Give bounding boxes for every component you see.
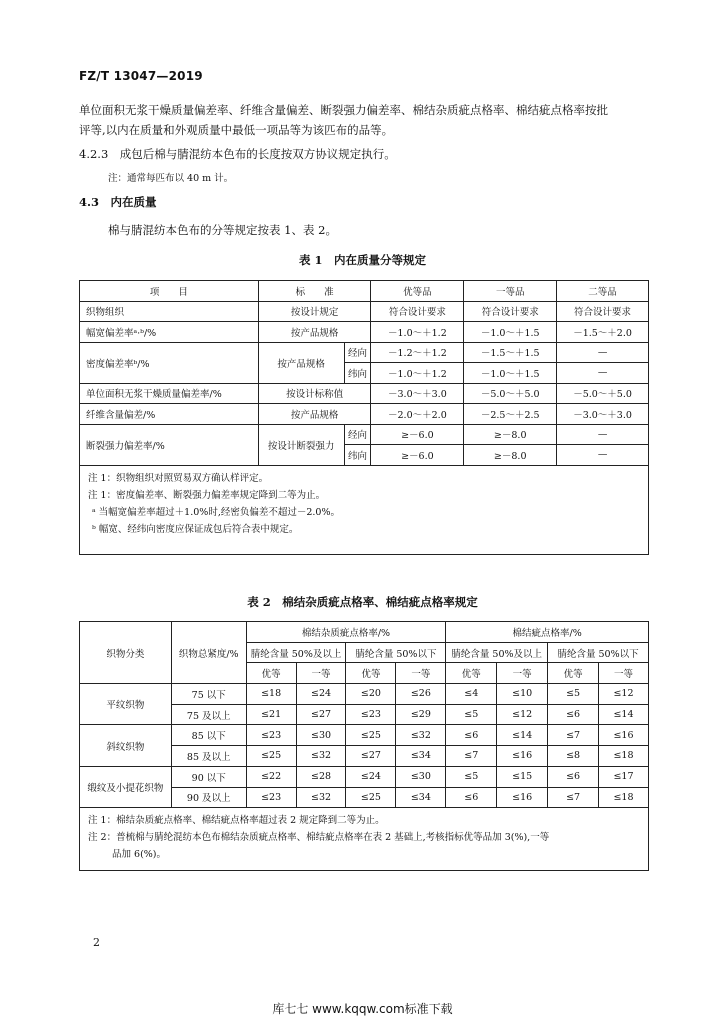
- value-cell: ≥－6.0: [371, 445, 464, 466]
- value-cell: ≤4: [446, 684, 497, 705]
- value-cell: －1.2～＋1.2: [371, 342, 464, 363]
- neps-rate-table: [79, 621, 649, 871]
- value-cell: ≤7: [446, 746, 497, 767]
- table-notes-row: [80, 808, 649, 871]
- value-cell: ≤27: [296, 704, 346, 725]
- value-cell: －1.0～＋1.5: [464, 322, 557, 343]
- category-cell: 缎纹及小提花织物: [80, 766, 172, 807]
- direction-cell: 纬向: [344, 445, 371, 466]
- table-row: [80, 322, 649, 343]
- header-cell: 优等品: [371, 281, 464, 302]
- table-footnote: ᵇ 幅宽、经纬向密度应保证成包后符合表中规定。: [92, 523, 299, 535]
- value-cell: ≥－6.0: [371, 424, 464, 445]
- table-body: [80, 684, 649, 808]
- tightness-cell: 90 及以上: [171, 787, 246, 808]
- table-notes: [80, 808, 649, 871]
- value-cell: ≤18: [246, 684, 296, 705]
- clause-note: 注：通常每匹布以 40 m 计。: [108, 173, 234, 184]
- value-cell: ≤32: [296, 787, 346, 808]
- value-cell: 符合设计要求: [464, 301, 557, 322]
- direction-cell: 经向: [344, 424, 371, 445]
- value-cell: ≤5: [446, 704, 497, 725]
- table-footnote: ᵃ 当幅宽偏差率超过＋1.0%时,经密负偏差不超过－2.0%。: [92, 506, 340, 518]
- table2-caption: 表 2 棉结杂质疵点格率、棉结疵点格率规定: [247, 595, 478, 609]
- value-cell: －2.5～＋2.5: [464, 404, 557, 425]
- value-cell: ≤8: [548, 746, 599, 767]
- header-cell: 标 准: [258, 281, 371, 302]
- header-cell: 腈纶含量 50%及以上: [246, 642, 346, 663]
- category-cell: 斜纹织物: [80, 725, 172, 766]
- value-cell: ≤24: [296, 684, 346, 705]
- value-cell: ≤28: [296, 766, 346, 787]
- header-cell: 腈纶含量 50%以下: [346, 642, 446, 663]
- value-cell: ≤23: [246, 725, 296, 746]
- header-cell: 棉结疵点格率/%: [446, 622, 649, 643]
- table-row: [80, 301, 649, 322]
- header-cell: 优等: [548, 663, 599, 684]
- value-cell: —: [557, 424, 649, 445]
- value-cell: ≤23: [346, 704, 396, 725]
- header-cell: 织物分类: [80, 622, 172, 684]
- header-cell: 一等: [396, 663, 446, 684]
- clause-4-2-3: 4.2.3 成包后棉与腈混纺本色布的长度按双方协议规定执行。: [79, 147, 396, 161]
- direction-cell: 纬向: [344, 363, 371, 384]
- table-row: [80, 684, 649, 705]
- value-cell: －1.0～＋1.5: [464, 363, 557, 384]
- value-cell: ≥－8.0: [464, 445, 557, 466]
- header-cell: 棉结杂质疵点格率/%: [246, 622, 446, 643]
- value-cell: －5.0～＋5.0: [557, 383, 649, 404]
- value-cell: ≤32: [396, 725, 446, 746]
- quality-grade-table: [79, 280, 649, 555]
- table-header-row: [80, 622, 649, 643]
- table-row: [80, 766, 649, 787]
- header-cell: 优等: [246, 663, 296, 684]
- value-cell: －1.0～＋1.2: [371, 322, 464, 343]
- category-cell: 平纹织物: [80, 684, 172, 725]
- item-cell: 单位面积无浆干燥质量偏差率/%: [80, 383, 259, 404]
- tightness-cell: 90 以下: [171, 766, 246, 787]
- site-footer: 库七七 www.kqqw.com标准下载: [272, 1002, 453, 1016]
- value-cell: ≤6: [548, 766, 599, 787]
- value-cell: ≤16: [497, 787, 548, 808]
- section-heading: 4.3 内在质量: [79, 195, 157, 209]
- table-note: 品加 6(%)。: [112, 849, 167, 861]
- table-row: [80, 383, 649, 404]
- item-cell: 幅宽偏差率ᵃ·ᵇ/%: [80, 322, 259, 343]
- standard-cell: 按产品规格: [258, 322, 371, 343]
- value-cell: －3.0～＋3.0: [371, 383, 464, 404]
- header-cell: 优等: [346, 663, 396, 684]
- value-cell: ≤34: [396, 787, 446, 808]
- value-cell: ≤26: [396, 684, 446, 705]
- value-cell: ≤32: [296, 746, 346, 767]
- table-notes: [80, 465, 649, 554]
- standard-cell: 按设计断裂强力: [258, 424, 344, 465]
- table-note: 注 2：普梳棉与腈纶混纺本色布棉结杂质疵点格率、棉结疵点格率在表 2 基础上,考核指标优等品加 3(%),一等: [88, 832, 550, 844]
- paragraph: 棉与腈混纺本色布的分等规定按表 1、表 2。: [108, 223, 337, 237]
- value-cell: ≤10: [497, 684, 548, 705]
- page-number: 2: [93, 936, 100, 949]
- value-cell: ≤14: [599, 704, 649, 725]
- header-cell: 一等: [296, 663, 346, 684]
- standard-cell: 按设计标称值: [258, 383, 371, 404]
- value-cell: ≤21: [246, 704, 296, 725]
- value-cell: ≤16: [497, 746, 548, 767]
- value-cell: －1.0～＋1.2: [371, 363, 464, 384]
- header-cell: 二等品: [557, 281, 649, 302]
- header-cell: 项 目: [80, 281, 259, 302]
- value-cell: ≤16: [599, 725, 649, 746]
- tightness-cell: 85 及以上: [171, 746, 246, 767]
- tightness-cell: 75 及以上: [171, 704, 246, 725]
- value-cell: ≤22: [246, 766, 296, 787]
- value-cell: ≤23: [246, 787, 296, 808]
- header-cell: 一等: [599, 663, 649, 684]
- value-cell: －5.0～＋5.0: [464, 383, 557, 404]
- value-cell: 符合设计要求: [371, 301, 464, 322]
- value-cell: ≤6: [548, 704, 599, 725]
- value-cell: ≤25: [346, 725, 396, 746]
- tightness-cell: 85 以下: [171, 725, 246, 746]
- value-cell: ≤17: [599, 766, 649, 787]
- value-cell: ≤25: [346, 787, 396, 808]
- value-cell: ≤12: [497, 704, 548, 725]
- standard-cell: 按产品规格: [258, 404, 371, 425]
- value-cell: ≤6: [446, 787, 497, 808]
- table-row: [80, 342, 649, 363]
- value-cell: ≤7: [548, 787, 599, 808]
- header-cell: 腈纶含量 50%以下: [548, 642, 649, 663]
- value-cell: －3.0～＋3.0: [557, 404, 649, 425]
- value-cell: ≤14: [497, 725, 548, 746]
- table-row: [80, 725, 649, 746]
- header-cell: 一等: [497, 663, 548, 684]
- value-cell: ≤25: [246, 746, 296, 767]
- direction-cell: 经向: [344, 342, 371, 363]
- paragraph-line: 单位面积无浆干燥质量偏差率、纤维含量偏差、断裂强力偏差率、棉结杂质疵点格率、棉结疵点格率按批: [79, 103, 608, 117]
- header-cell: 织物总紧度/%: [171, 622, 246, 684]
- value-cell: —: [557, 363, 649, 384]
- value-cell: ≤30: [396, 766, 446, 787]
- value-cell: ≤27: [346, 746, 396, 767]
- standard-number-header: FZ/T 13047—2019: [79, 69, 203, 83]
- tightness-cell: 75 以下: [171, 684, 246, 705]
- value-cell: －1.5～＋2.0: [557, 322, 649, 343]
- value-cell: ≤29: [396, 704, 446, 725]
- value-cell: ≤18: [599, 787, 649, 808]
- paragraph-line: 评等,以内在质量和外观质量中最低一项品等为该匹布的品等。: [79, 123, 394, 137]
- standard-cell: 按设计规定: [258, 301, 371, 322]
- item-cell: 密度偏差率ᵇ/%: [80, 342, 259, 383]
- table-header-row: [80, 281, 649, 302]
- table-note: 注 1：棉结杂质疵点格率、棉结疵点格率超过表 2 规定降到二等为止。: [88, 815, 385, 827]
- table-notes-row: [80, 465, 649, 554]
- table-note: 注 1：密度偏差率、断裂强力偏差率规定降到二等为止。: [88, 489, 326, 501]
- value-cell: ≤34: [396, 746, 446, 767]
- header-cell: 优等: [446, 663, 497, 684]
- value-cell: ≤20: [346, 684, 396, 705]
- value-cell: ≤15: [497, 766, 548, 787]
- header-cell: 腈纶含量 50%及以上: [446, 642, 548, 663]
- item-cell: 断裂强力偏差率/%: [80, 424, 259, 465]
- item-cell: 织物组织: [80, 301, 259, 322]
- value-cell: ≤5: [446, 766, 497, 787]
- table1-caption: 表 1 内在质量分等规定: [298, 253, 426, 267]
- value-cell: ≤24: [346, 766, 396, 787]
- value-cell: —: [557, 445, 649, 466]
- value-cell: －1.5～＋1.5: [464, 342, 557, 363]
- value-cell: ≤30: [296, 725, 346, 746]
- value-cell: ≤5: [548, 684, 599, 705]
- item-cell: 纤维含量偏差/%: [80, 404, 259, 425]
- table-note: 注 1：织物组织对照贸易双方确认样评定。: [88, 472, 269, 484]
- table-row: [80, 404, 649, 425]
- table-row: [80, 424, 649, 445]
- value-cell: ≤18: [599, 746, 649, 767]
- value-cell: －2.0～＋2.0: [371, 404, 464, 425]
- standard-cell: 按产品规格: [258, 342, 344, 383]
- value-cell: —: [557, 342, 649, 363]
- value-cell: ≥－8.0: [464, 424, 557, 445]
- header-cell: 一等品: [464, 281, 557, 302]
- value-cell: ≤7: [548, 725, 599, 746]
- value-cell: 符合设计要求: [557, 301, 649, 322]
- value-cell: ≤12: [599, 684, 649, 705]
- value-cell: ≤6: [446, 725, 497, 746]
